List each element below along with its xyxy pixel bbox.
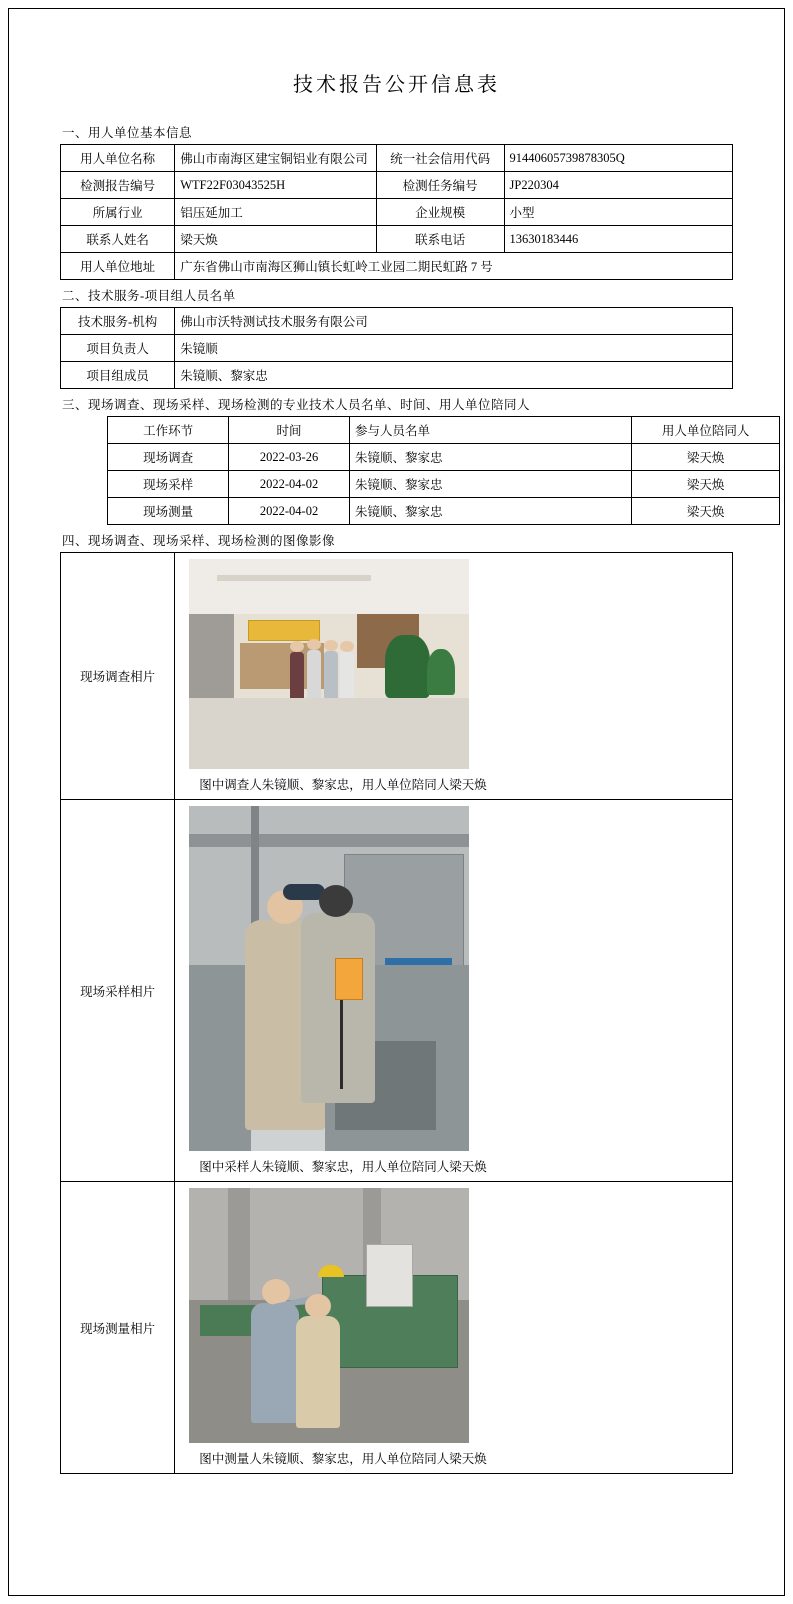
section-heading-fieldwork: 三、现场调查、现场采样、现场检测的专业技术人员名单、时间、用人单位陪同人: [62, 398, 531, 412]
field-value: 13630183446: [504, 226, 733, 253]
team-table: [60, 307, 733, 389]
table-row: [61, 362, 733, 389]
field-label: 检测报告编号: [61, 172, 175, 199]
cell-accompanier: 梁天焕: [632, 444, 780, 471]
field-value: 小型: [504, 199, 733, 226]
field-label: 技术服务-机构: [61, 308, 175, 335]
field-value: 铝压延加工: [175, 199, 377, 226]
table-row: [61, 172, 733, 199]
field-label: 用人单位名称: [61, 145, 175, 172]
field-value: 朱镜顺、黎家忠: [175, 362, 733, 389]
field-value: 佛山市沃特测试技术服务有限公司: [175, 308, 733, 335]
table-row-address: [61, 253, 733, 280]
cell-accompanier: 梁天焕: [632, 498, 780, 525]
section-heading-basic-info: 一、用人单位基本信息: [62, 126, 193, 140]
photo-label: 现场采样相片: [61, 800, 175, 1182]
photo-caption: 图中测量人朱镜顺、黎家忠，用人单位陪同人梁天焕: [199, 1452, 487, 1466]
column-header: 用人单位陪同人: [632, 417, 780, 444]
section-heading-photos: 四、现场调查、现场采样、现场检测的图像影像: [62, 534, 336, 548]
field-label: 所属行业: [61, 199, 175, 226]
table-row: [61, 335, 733, 362]
field-label: 项目组成员: [61, 362, 175, 389]
basic-info-table: [60, 144, 733, 280]
table-row: [61, 226, 733, 253]
cell-personnel: 朱镜顺、黎家忠: [350, 498, 632, 525]
cell-personnel: 朱镜顺、黎家忠: [350, 471, 632, 498]
photo-image-measurement: [189, 1188, 469, 1443]
photo-row-measurement: [61, 1182, 733, 1474]
photo-caption: 图中调查人朱镜顺、黎家忠，用人单位陪同人梁天焕: [199, 778, 487, 792]
cell-accompanier: 梁天焕: [632, 471, 780, 498]
field-value: 91440605739878305Q: [504, 145, 733, 172]
table-row: [61, 145, 733, 172]
field-value: 佛山市南海区建宝铜铝业有限公司: [175, 145, 377, 172]
page-title: 技术报告公开信息表: [293, 74, 500, 96]
field-label: 统一社会信用代码: [376, 145, 504, 172]
field-value: JP220304: [504, 172, 733, 199]
table-header-row: [108, 417, 780, 444]
column-header: 工作环节: [108, 417, 229, 444]
fieldwork-table: [107, 416, 780, 525]
field-value: WTF22F03043525H: [175, 172, 377, 199]
photo-label: 现场调查相片: [61, 553, 175, 800]
table-row: [108, 444, 780, 471]
table-row: [61, 308, 733, 335]
photo-row-sampling: [61, 800, 733, 1182]
photo-image-sampling: [189, 806, 469, 1151]
cell-date: 2022-03-26: [229, 444, 350, 471]
column-header: 参与人员名单: [350, 417, 632, 444]
photos-table: [60, 552, 733, 1474]
table-row: [108, 471, 780, 498]
photo-cell: [175, 553, 733, 800]
cell-personnel: 朱镜顺、黎家忠: [350, 444, 632, 471]
field-label: 企业规模: [376, 199, 504, 226]
photo-cell: [175, 800, 733, 1182]
photo-image-survey: [189, 559, 469, 769]
field-value: 广东省佛山市南海区狮山镇长虹岭工业园二期民虹路 7 号: [175, 253, 733, 280]
field-label: 联系人姓名: [61, 226, 175, 253]
field-label: 项目负责人: [61, 335, 175, 362]
photo-caption: 图中采样人朱镜顺、黎家忠，用人单位陪同人梁天焕: [199, 1160, 487, 1174]
section-heading-team: 二、技术服务-项目组人员名单: [62, 289, 236, 303]
field-value: 梁天焕: [175, 226, 377, 253]
cell-stage: 现场采样: [108, 471, 229, 498]
table-row: [61, 199, 733, 226]
table-row: [108, 498, 780, 525]
cell-stage: 现场测量: [108, 498, 229, 525]
photo-label: 现场测量相片: [61, 1182, 175, 1474]
field-value: 朱镜顺: [175, 335, 733, 362]
photo-cell: [175, 1182, 733, 1474]
field-label: 联系电话: [376, 226, 504, 253]
field-label: 检测任务编号: [376, 172, 504, 199]
photo-row-survey: [61, 553, 733, 800]
cell-stage: 现场调查: [108, 444, 229, 471]
cell-date: 2022-04-02: [229, 498, 350, 525]
field-label: 用人单位地址: [61, 253, 175, 280]
column-header: 时间: [229, 417, 350, 444]
cell-date: 2022-04-02: [229, 471, 350, 498]
